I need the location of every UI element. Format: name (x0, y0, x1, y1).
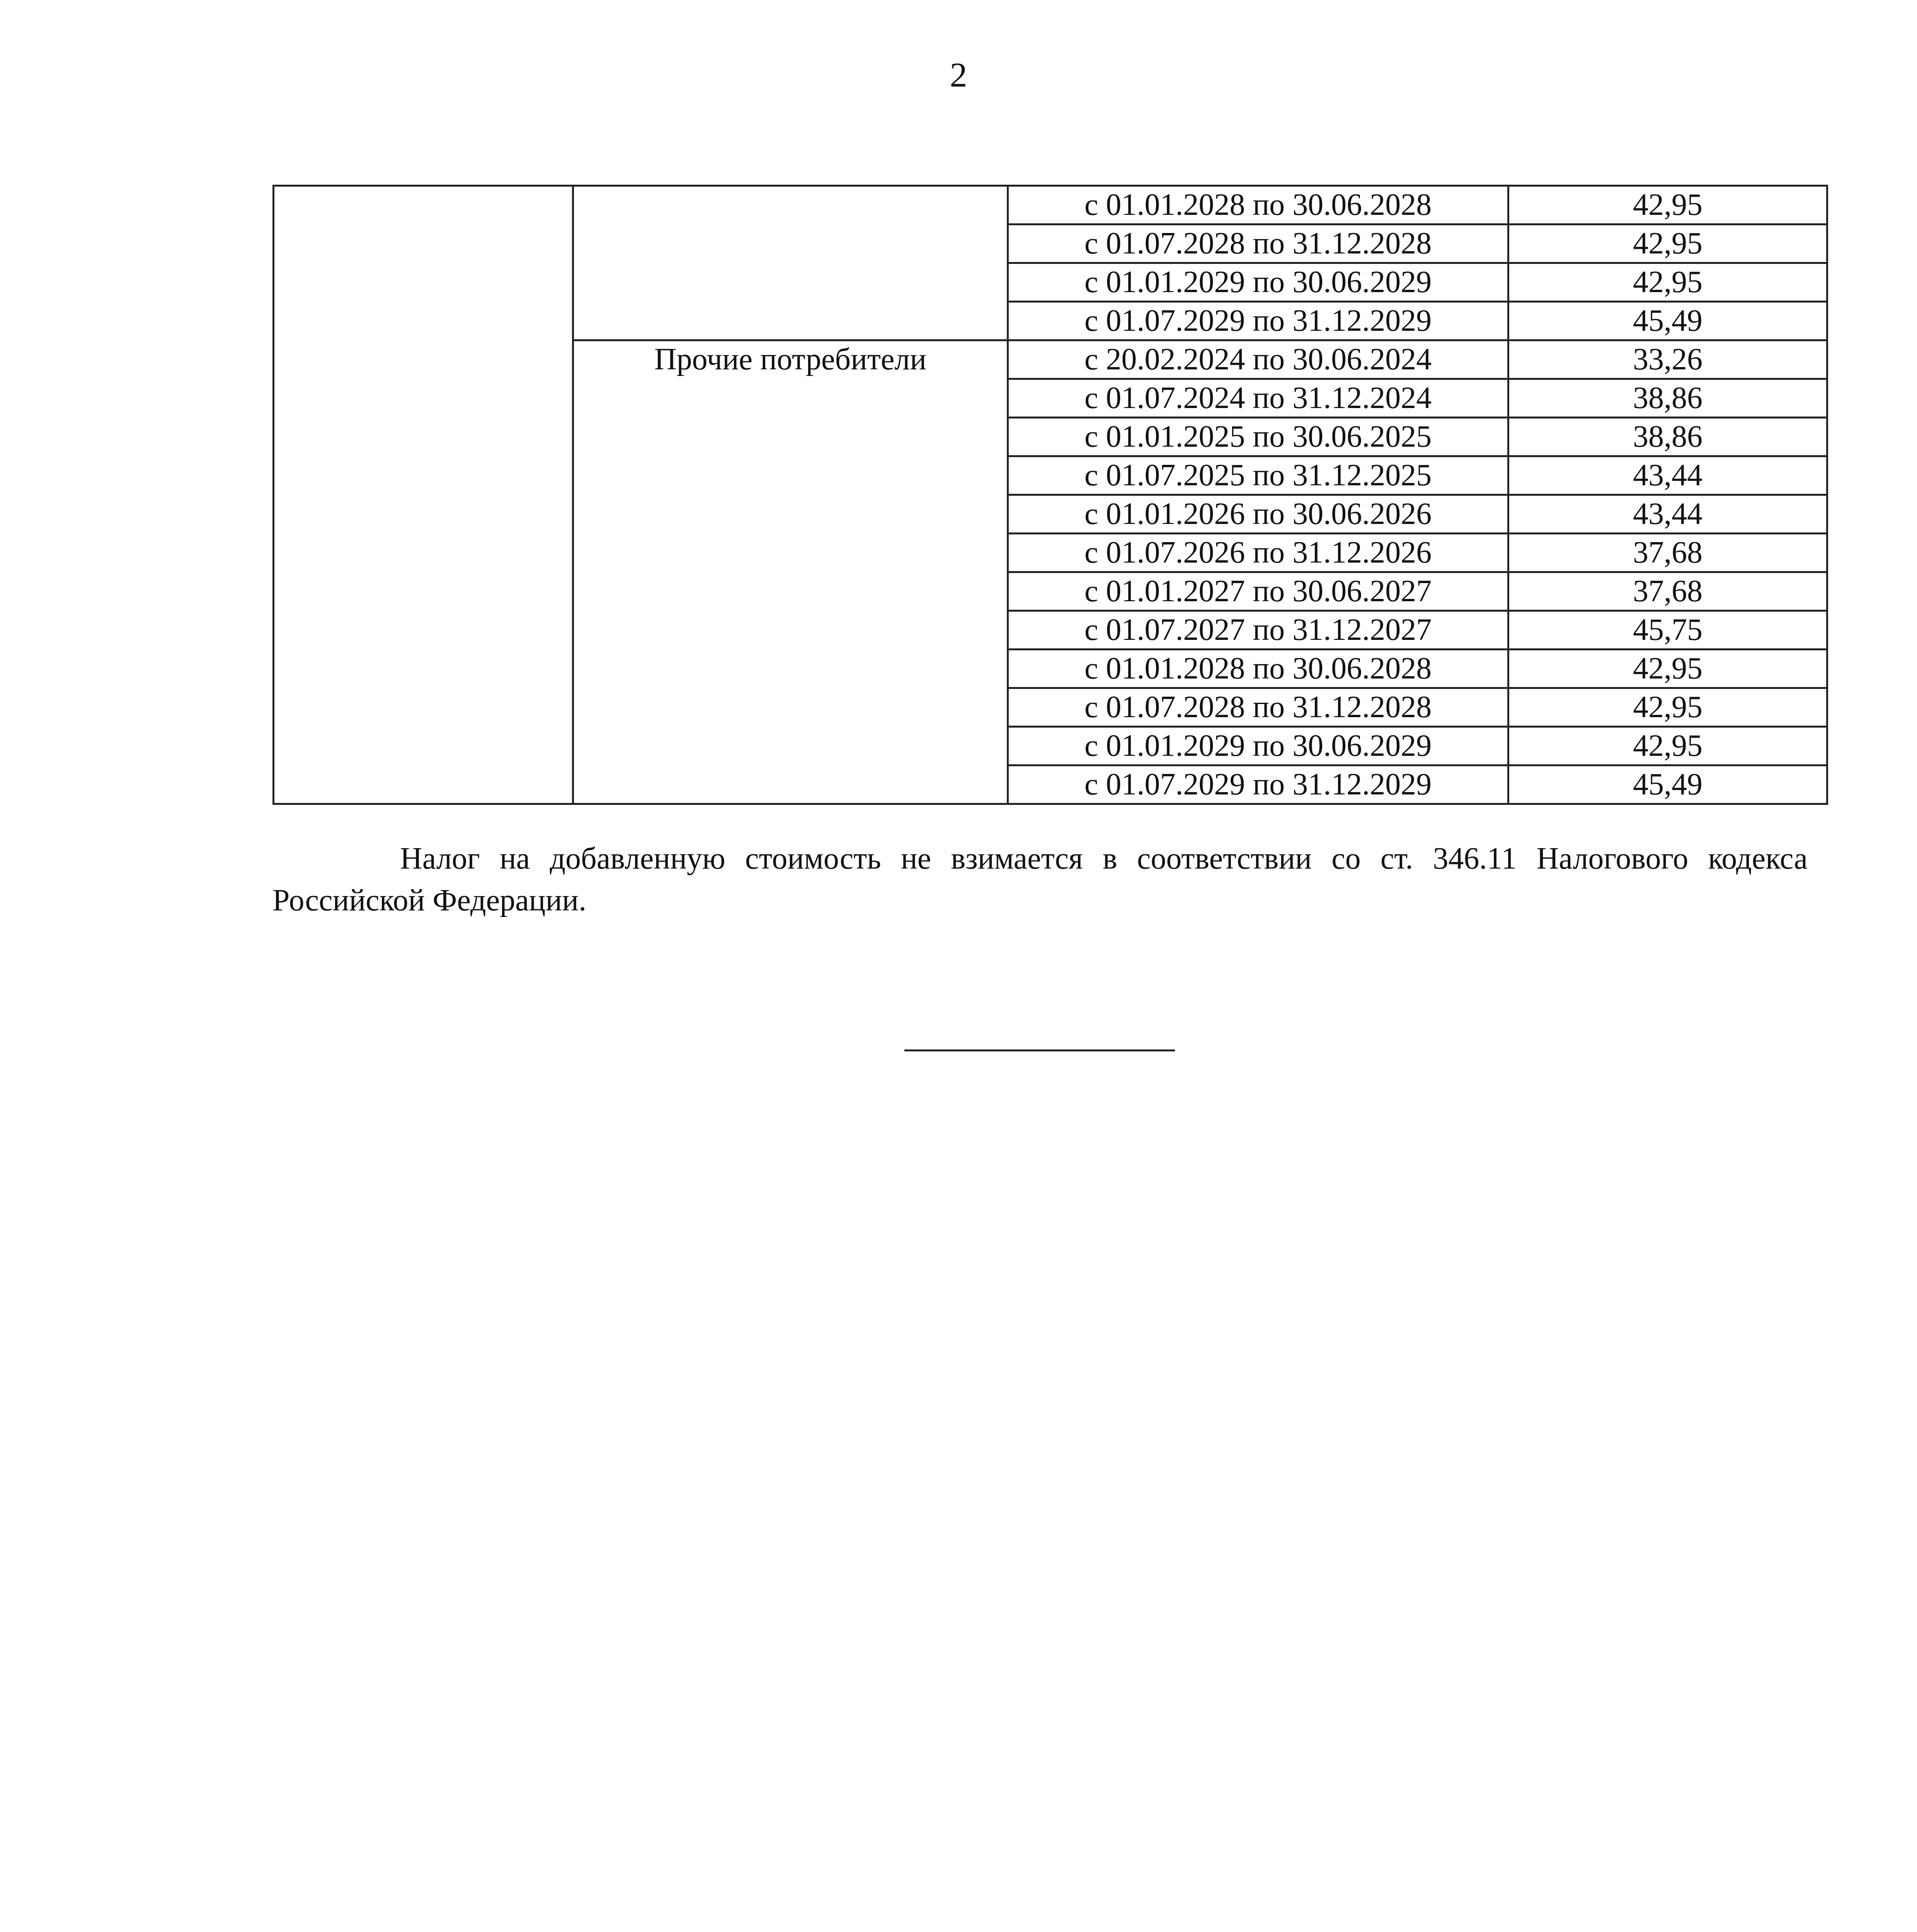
consumer-cell-continued (573, 186, 1008, 340)
period-cell: с 01.07.2025 по 31.12.2025 (1008, 456, 1508, 495)
consumer-cell: Прочие потребители (573, 340, 1008, 804)
value-cell: 37,68 (1508, 572, 1827, 611)
period-cell: с 01.01.2029 по 30.06.2029 (1008, 727, 1508, 765)
period-cell: с 01.07.2024 по 31.12.2024 (1008, 379, 1508, 418)
table-row (274, 186, 1827, 224)
value-cell: 42,95 (1508, 650, 1827, 688)
period-cell: с 01.07.2028 по 31.12.2028 (1008, 224, 1508, 263)
period-cell: с 01.07.2029 по 31.12.2029 (1008, 302, 1508, 340)
value-cell: 37,68 (1508, 534, 1827, 572)
value-cell: 42,95 (1508, 688, 1827, 727)
value-cell: 38,86 (1508, 418, 1827, 456)
value-cell: 45,49 (1508, 302, 1827, 340)
period-cell: с 20.02.2024 по 30.06.2024 (1008, 340, 1508, 379)
value-cell: 33,26 (1508, 340, 1827, 379)
value-cell: 43,44 (1508, 495, 1827, 534)
vat-note-text: Налог на добавленную стоимость не взимается в соответствии со ст. 346.11 Налогового кодекса Российской Федерации. (272, 842, 1808, 917)
period-cell: с 01.07.2026 по 31.12.2026 (1008, 534, 1508, 572)
empty-cell-col1 (274, 186, 573, 804)
period-cell: с 01.07.2028 по 31.12.2028 (1008, 688, 1508, 727)
period-cell: с 01.07.2027 по 31.12.2027 (1008, 611, 1508, 650)
value-cell: 42,95 (1508, 727, 1827, 765)
value-cell: 43,44 (1508, 456, 1827, 495)
period-cell: с 01.01.2027 по 30.06.2027 (1008, 572, 1508, 611)
value-cell: 45,49 (1508, 765, 1827, 804)
value-cell: 42,95 (1508, 186, 1827, 224)
period-cell: с 01.01.2029 по 30.06.2029 (1008, 263, 1508, 302)
end-of-document-rule (904, 1049, 1175, 1051)
tariff-table (272, 185, 1828, 805)
period-cell: с 01.01.2028 по 30.06.2028 (1008, 186, 1508, 224)
period-cell: с 01.01.2025 по 30.06.2025 (1008, 418, 1508, 456)
value-cell: 45,75 (1508, 611, 1827, 650)
period-cell: с 01.01.2028 по 30.06.2028 (1008, 650, 1508, 688)
period-cell: с 01.07.2029 по 31.12.2029 (1008, 765, 1508, 804)
value-cell: 42,95 (1508, 224, 1827, 263)
vat-note (272, 838, 1808, 921)
value-cell: 42,95 (1508, 263, 1827, 302)
page-number: 2 (950, 56, 967, 94)
period-cell: с 01.01.2026 по 30.06.2026 (1008, 495, 1508, 534)
value-cell: 38,86 (1508, 379, 1827, 418)
